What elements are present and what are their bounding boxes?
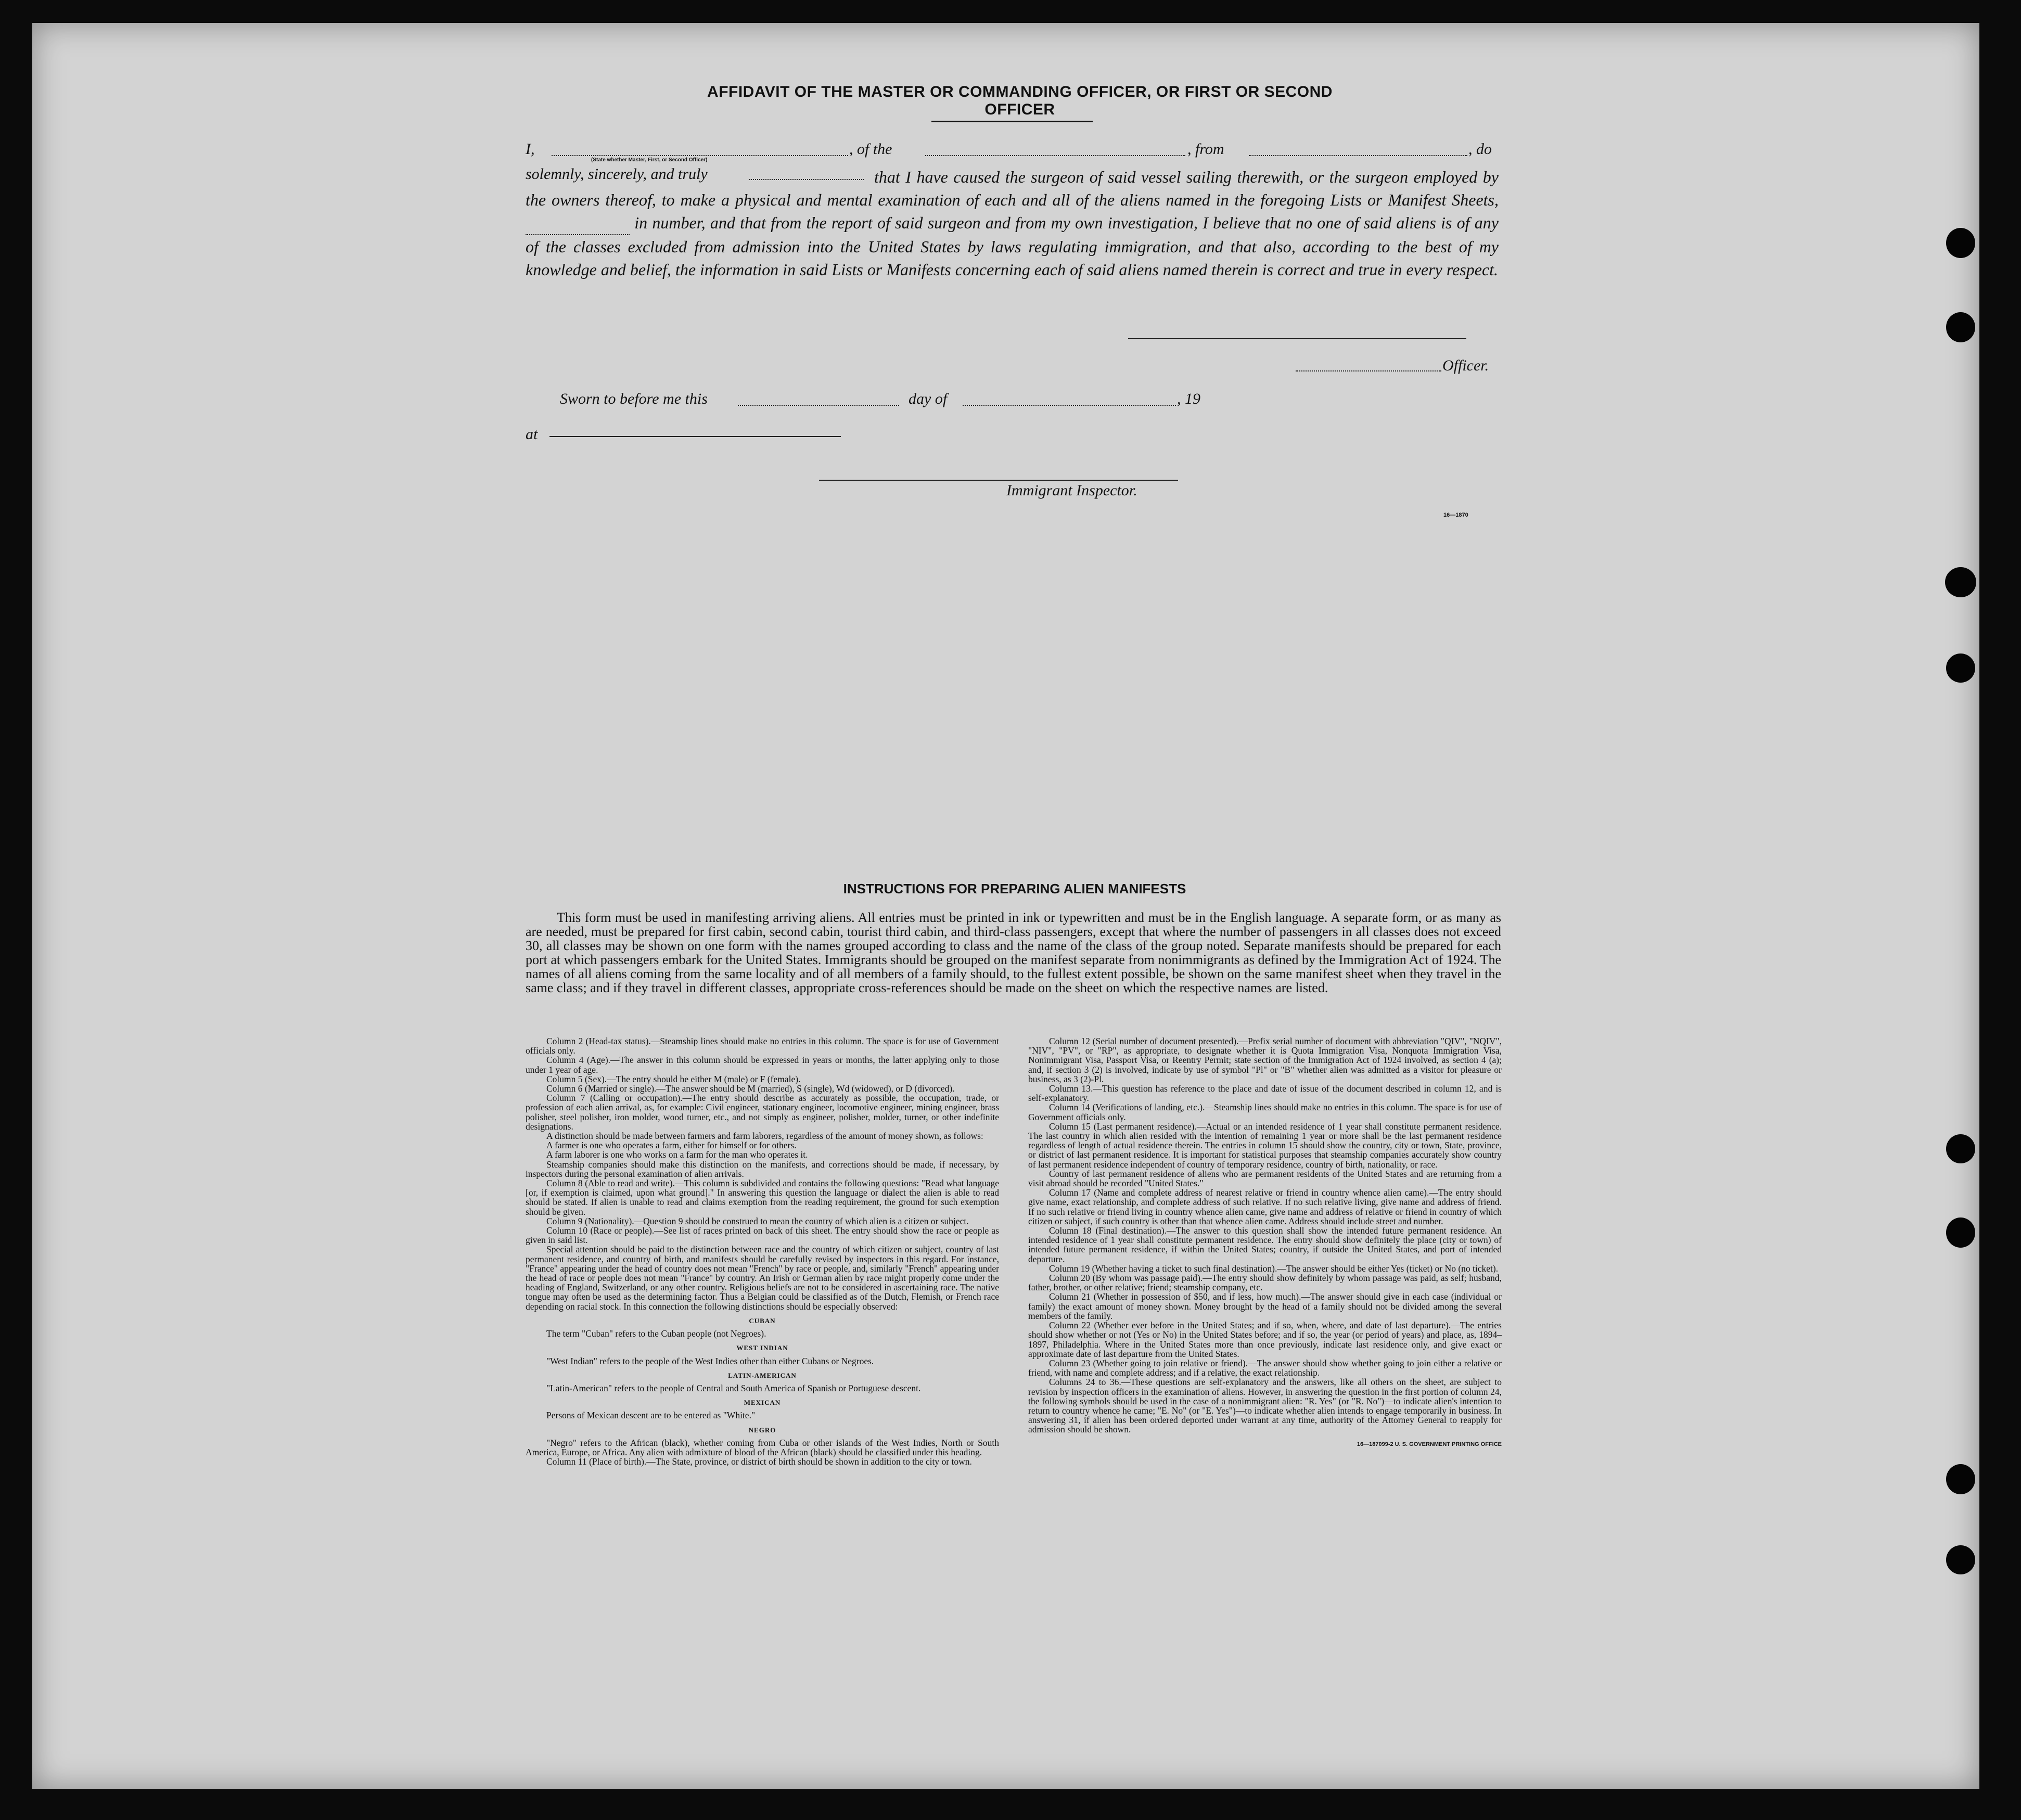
sworn-day-field[interactable]	[738, 405, 899, 406]
vessel-name-field[interactable]	[925, 155, 1185, 156]
col22-text: Column 22 (Whether ever before in the United States; and if so, when, where, and date of last departure).—The entries should show whether or not (Yes or No) in the United States before; and if so, the year (or period of years) and place, as, 1894–1897, Philadelphia. Where in the United States more than once previously, indicate last residence only, and give exact or approximate date of last departure from the United States.	[1028, 1320, 1502, 1359]
alien-count-field[interactable]	[526, 211, 630, 235]
officer-title-field[interactable]	[1296, 370, 1441, 371]
col8-text: Column 8 (Able to read and write).—This column is subdivided and contains the following questions: "Read what language [or, if exemption is claimed, upon what ground]." In answering this question the language or dialect the alien is able to read should be stated. If alien is unable to read and claims exemption from the reading requirement, the ground for such exemption should be given.	[526, 1178, 999, 1217]
heading-mexican: MEXICAN	[744, 1399, 781, 1407]
sworn-label: Sworn to before me this	[560, 390, 708, 407]
country-residence-text: Country of last permanent residence of aliens who are permanent residents of the United States and are returning from a visit abroad should be recorded "United States."	[1028, 1168, 1502, 1189]
at-label: at	[526, 426, 538, 443]
col19-text: Column 19 (Whether having a ticket to such final destination).—The answer should be either Yes (ticket) or No (no ticket).	[1049, 1263, 1499, 1274]
affidavit-line1-of-the: , of the	[849, 140, 892, 158]
form-code-top: 16—1870	[1443, 512, 1468, 518]
farm-distinction-text: A distinction should be made between farmers and farm laborers, regardless of the amount of money shown, as follows:	[546, 1131, 983, 1142]
punch-hole-3	[1945, 567, 1976, 597]
laborer-text: A farm laborer is one who works on a farm for the man who operates it.	[546, 1149, 808, 1160]
col12-text: Column 12 (Serial number of document presented).—Prefix serial number of document with abbreviation "QIV", "NQIV", "NIV", "PV", or "RP", as appropriate, to designate whether it is Quota Immigration Visa, Nonquota Immigration Visa, Nonimmigrant Visa, Passport Visa, or Reentry Permit; state section of the Immigration Act of 1924 involved, as section 4 (a); and, if section 3 (2) is involved, indicate by use of symbol "Pl" or "B" whether alien was admitted as a visitor for pleasure or business, as 3 (2)-Pl.	[1028, 1036, 1502, 1084]
punch-hole-5	[1946, 1134, 1975, 1163]
port-from-field[interactable]	[1249, 155, 1467, 156]
officer-label: Officer.	[1442, 357, 1489, 374]
at-place-field[interactable]	[549, 436, 841, 437]
inspector-label: Immigrant Inspector.	[1006, 482, 1137, 499]
col15-text: Column 15 (Last permanent residence).—Actual or an intended residence of 1 year shall constitute permanent residence. The last country in which alien resided with the intention of remaining 1 year or more shall be the last permanent residence regardless of length of actual residence therein. The entries in column 15 should show the country, city or town, State, province, or district of last permanent residence. It is important for statistical purposes that steamship companies accurately show country of last permanent residence independent of country of temporary residence, country of birth, nationality, or race.	[1028, 1121, 1502, 1170]
farmer-text: A farmer is one who operates a farm, either for himself or for others.	[546, 1140, 797, 1151]
day-of-label: day of	[909, 390, 948, 407]
year-label: , 19	[1177, 390, 1200, 407]
punch-hole-2	[1946, 312, 1975, 342]
col18-text: Column 18 (Final destination).—The answer to this question shall show the intended future permanent residence. An intended residence of 1 year shall constitute permanent residence. The entry should show definitely the place (city or town) of intended future permanent residence, if within the United States; country, if outside the United States, and port of intended departure.	[1028, 1225, 1502, 1264]
instructions-intro: This form must be used in manifesting arriving aliens. All entries must be printed in ink or typewritten and must be in the English language. A separate form, or as many as are needed, must be prepared for first cabin, second cabin, tourist third cabin, and third-class passengers, except that where the number of passengers in all classes does not exceed 30, all classes may be shown on one form with the names grouped according to class and the name of the class of the group noted. Separate manifests should be prepared for each port at which passengers embark for the United States. Immigrants should be grouped on the manifest separate from nonimmigrants as defined by the Immigration Act of 1924. The names of all aliens coming from the same locality and of all members of a family should, to the fullest extent possible, be shown on the same manifest sheet when they travel in the same class; and if they travel in different classes, appropriate cross-references should be made on the sheet on which the respective names are listed.	[526, 910, 1501, 995]
affidavit-title: AFFIDAVIT OF THE MASTER OR COMMANDING OFFICER, OR FIRST OR SECOND OFFICER	[707, 83, 1333, 118]
instructions-title: INSTRUCTIONS FOR PREPARING ALIEN MANIFESTS	[843, 881, 1186, 896]
col7-text: Column 7 (Calling or occupation).—The entry should describe as accurately as possible, the occupation, trade, or profession of each alien arrival, as, for example: Civil engineer, stationary engineer, locomotive engineer, mining engineer, brass polisher, steel polisher, iron molder, wood turner, etc., and not simply as engineer, polisher, molder, turner, or other indefinite designations.	[526, 1093, 999, 1132]
heading-negro: NEGRO	[748, 1426, 776, 1434]
sworn-month-field[interactable]	[963, 405, 1176, 406]
col14-text: Column 14 (Verifications of landing, etc.).—Steamship lines should make no entries in this column. The space is for use of Government officials only.	[1028, 1102, 1502, 1122]
instructions-right-column	[1028, 1036, 1502, 1449]
punch-hole-1	[1946, 228, 1975, 258]
col2-text: Column 2 (Head-tax status).—Steamship lines should make no entries in this column. The space is for use of Government officials only.	[526, 1036, 999, 1056]
negro-text: "Negro" refers to the African (black), whether coming from Cuba or other islands of the West Indies, North or South America, Europe, or Africa. Any alien with admixture of blood of the African (black) should be classified under this heading.	[526, 1437, 999, 1457]
title-rule	[931, 121, 1093, 122]
heading-west-indian: WEST INDIAN	[736, 1344, 788, 1352]
col5-text: Column 5 (Sex).—The entry should be either M (male) or F (female).	[546, 1073, 801, 1084]
cuban-text: The term "Cuban" refers to the Cuban people (not Negroes).	[546, 1328, 766, 1339]
manifest-sheet	[32, 23, 1979, 1789]
col17-text: Column 17 (Name and complete address of nearest relative or friend in country whence alien came).—The entry should give name, exact relationship, and complete address of such relative. If no such relative living, give name and address of friend. If no such relative or friend living in country whence alien came, give name and address of relative or friend in country of which citizen or subject, if such country is other than that whence alien came. Address should include street and number.	[1028, 1187, 1502, 1226]
inspector-signature-line[interactable]	[819, 480, 1178, 481]
heading-cuban: CUBAN	[749, 1316, 776, 1325]
instructions-left-column	[526, 1036, 999, 1466]
signature-line[interactable]	[1128, 338, 1466, 339]
col6-text: Column 6 (Married or single).—The answer should be M (married), S (single), Wd (widowed), or D (divorced).	[546, 1083, 955, 1094]
heading-latin-american: LATIN-AMERICAN	[728, 1371, 797, 1379]
affidavit-line1-i: I,	[526, 140, 535, 158]
punch-hole-7	[1946, 1464, 1975, 1494]
col9-text: Column 9 (Nationality).—Question 9 should be construed to mean the country of which alien is a citizen or subject.	[546, 1215, 969, 1226]
affidavit-body-text-2: in number, and that from the report of said surgeon and from my own investigation, I believe that no one of said aliens is of any of the classes excluded from admission into the United States by laws regulating immigration, and that also, according to the best of my knowledge and belief, the information in said Lists or Manifests concerning each of said aliens named therein is correct and true in every respect.	[526, 213, 1499, 279]
affidavit-line1-from: , from	[1187, 140, 1224, 158]
punch-hole-4	[1946, 653, 1975, 683]
west-indian-text: "West Indian" refers to the people of the West Indies other than either Cubans or Negroes.	[546, 1355, 874, 1366]
rank-note: (State whether Master, First, or Second Officer)	[591, 157, 708, 163]
col4-text: Column 4 (Age).—The answer in this column should be expressed in years or months, the latter applying only to those under 1 year of age.	[526, 1055, 999, 1075]
punch-hole-6	[1946, 1217, 1975, 1248]
mexican-text: Persons of Mexican descent are to be entered as "White."	[546, 1410, 756, 1421]
col13-text: Column 13.—This question has reference to the place and date of issue of the document described in column 12, and is self-explanatory.	[1028, 1083, 1502, 1104]
affidavit-line1-do: , do	[1468, 140, 1492, 158]
affidavit-body-text: that I have caused the surgeon of said vessel sailing therewith, or the surgeon employed by the owners thereof, to make a physical and mental examination of each and all of the aliens named in the foregoing Lists or Manifest Sheets,	[526, 168, 1499, 209]
col10-text: Column 10 (Race or people).—See list of races printed on back of this sheet. The entry should show the race or people as given in said list.	[526, 1225, 999, 1246]
col21-text: Column 21 (Whether in possession of $50, and if less, how much).—The answer should give in each case (individual or family) the exact amount of money shown. Money brought by the head of a family should not be divided among the several members of the family.	[1028, 1291, 1502, 1321]
col24-36-text: Columns 24 to 36.—These questions are self-explanatory and the answers, like all others on the sheet, are subject to revision by inspection officers in the examination of aliens. However, in answering the question in the first portion of column 24, the following symbols should be used in the case of a nonimmigrant alien: "R. Yes" (or "R. No")—to indicate alien's intention to return to country whence he came; "E. No" (or "E. Yes")—to indicate whether alien intends to engage temporarily in business. In answering 31, if alien has been ordered deported under warrant at any time, authority of the Attorney General to reapply for admission should be shown.	[1028, 1377, 1502, 1435]
col11-text: Column 11 (Place of birth).—The State, province, or district of birth should be shown in addition to the city or town.	[546, 1456, 972, 1467]
col20-text: Column 20 (By whom was passage paid).—The entry should show definitely by whom passage was paid, as self; husband, father, brother, or other relative; friend; steamship company, etc.	[1028, 1273, 1502, 1293]
affidavit-solemnly: solemnly, sincerely, and truly	[526, 165, 708, 183]
latin-american-text: "Latin-American" refers to the people of Central and South America of Spanish or Portuguese descent.	[546, 1382, 921, 1393]
punch-hole-8	[1946, 1545, 1975, 1574]
affidavit-body	[526, 165, 1499, 281]
col23-text: Column 23 (Whether going to join relative or friend).—The answer should show whether going to join either a relative or friend, with name and complete address; and if a relative, the exact relationship.	[1028, 1357, 1502, 1378]
form-code-bottom: 16—187099-2 U. S. GOVERNMENT PRINTING OFFICE	[1357, 1441, 1502, 1447]
officer-rank-field[interactable]	[552, 155, 848, 156]
steamship-text: Steamship companies should make this distinction on the manifests, and corrections should be made, if necessary, by inspectors during the personal examination of alien arrivals.	[526, 1159, 999, 1179]
special-attention-text: Special attention should be paid to the distinction between race and the country of which citizen or subject, country of last permanent residence, and country of birth, and manifests should be carefully revised by inspectors in this regard. For instance, "France" appearing under the head of country does not mean "French" by race or people, and, similarly "French" appearing under the head of race or people does not mean "France" by country. An Irish or German alien by race might properly come under the heading of England, Switzerland, or any other country. Religious beliefs are not to be considered in ascertaining race. The native tongue may often be used as the determining factor. Thus a Belgian could be classified as of the Dutch, Flemish, or French race depending on racial stock. In this connection the following distinctions should be especially observed:	[526, 1244, 999, 1312]
